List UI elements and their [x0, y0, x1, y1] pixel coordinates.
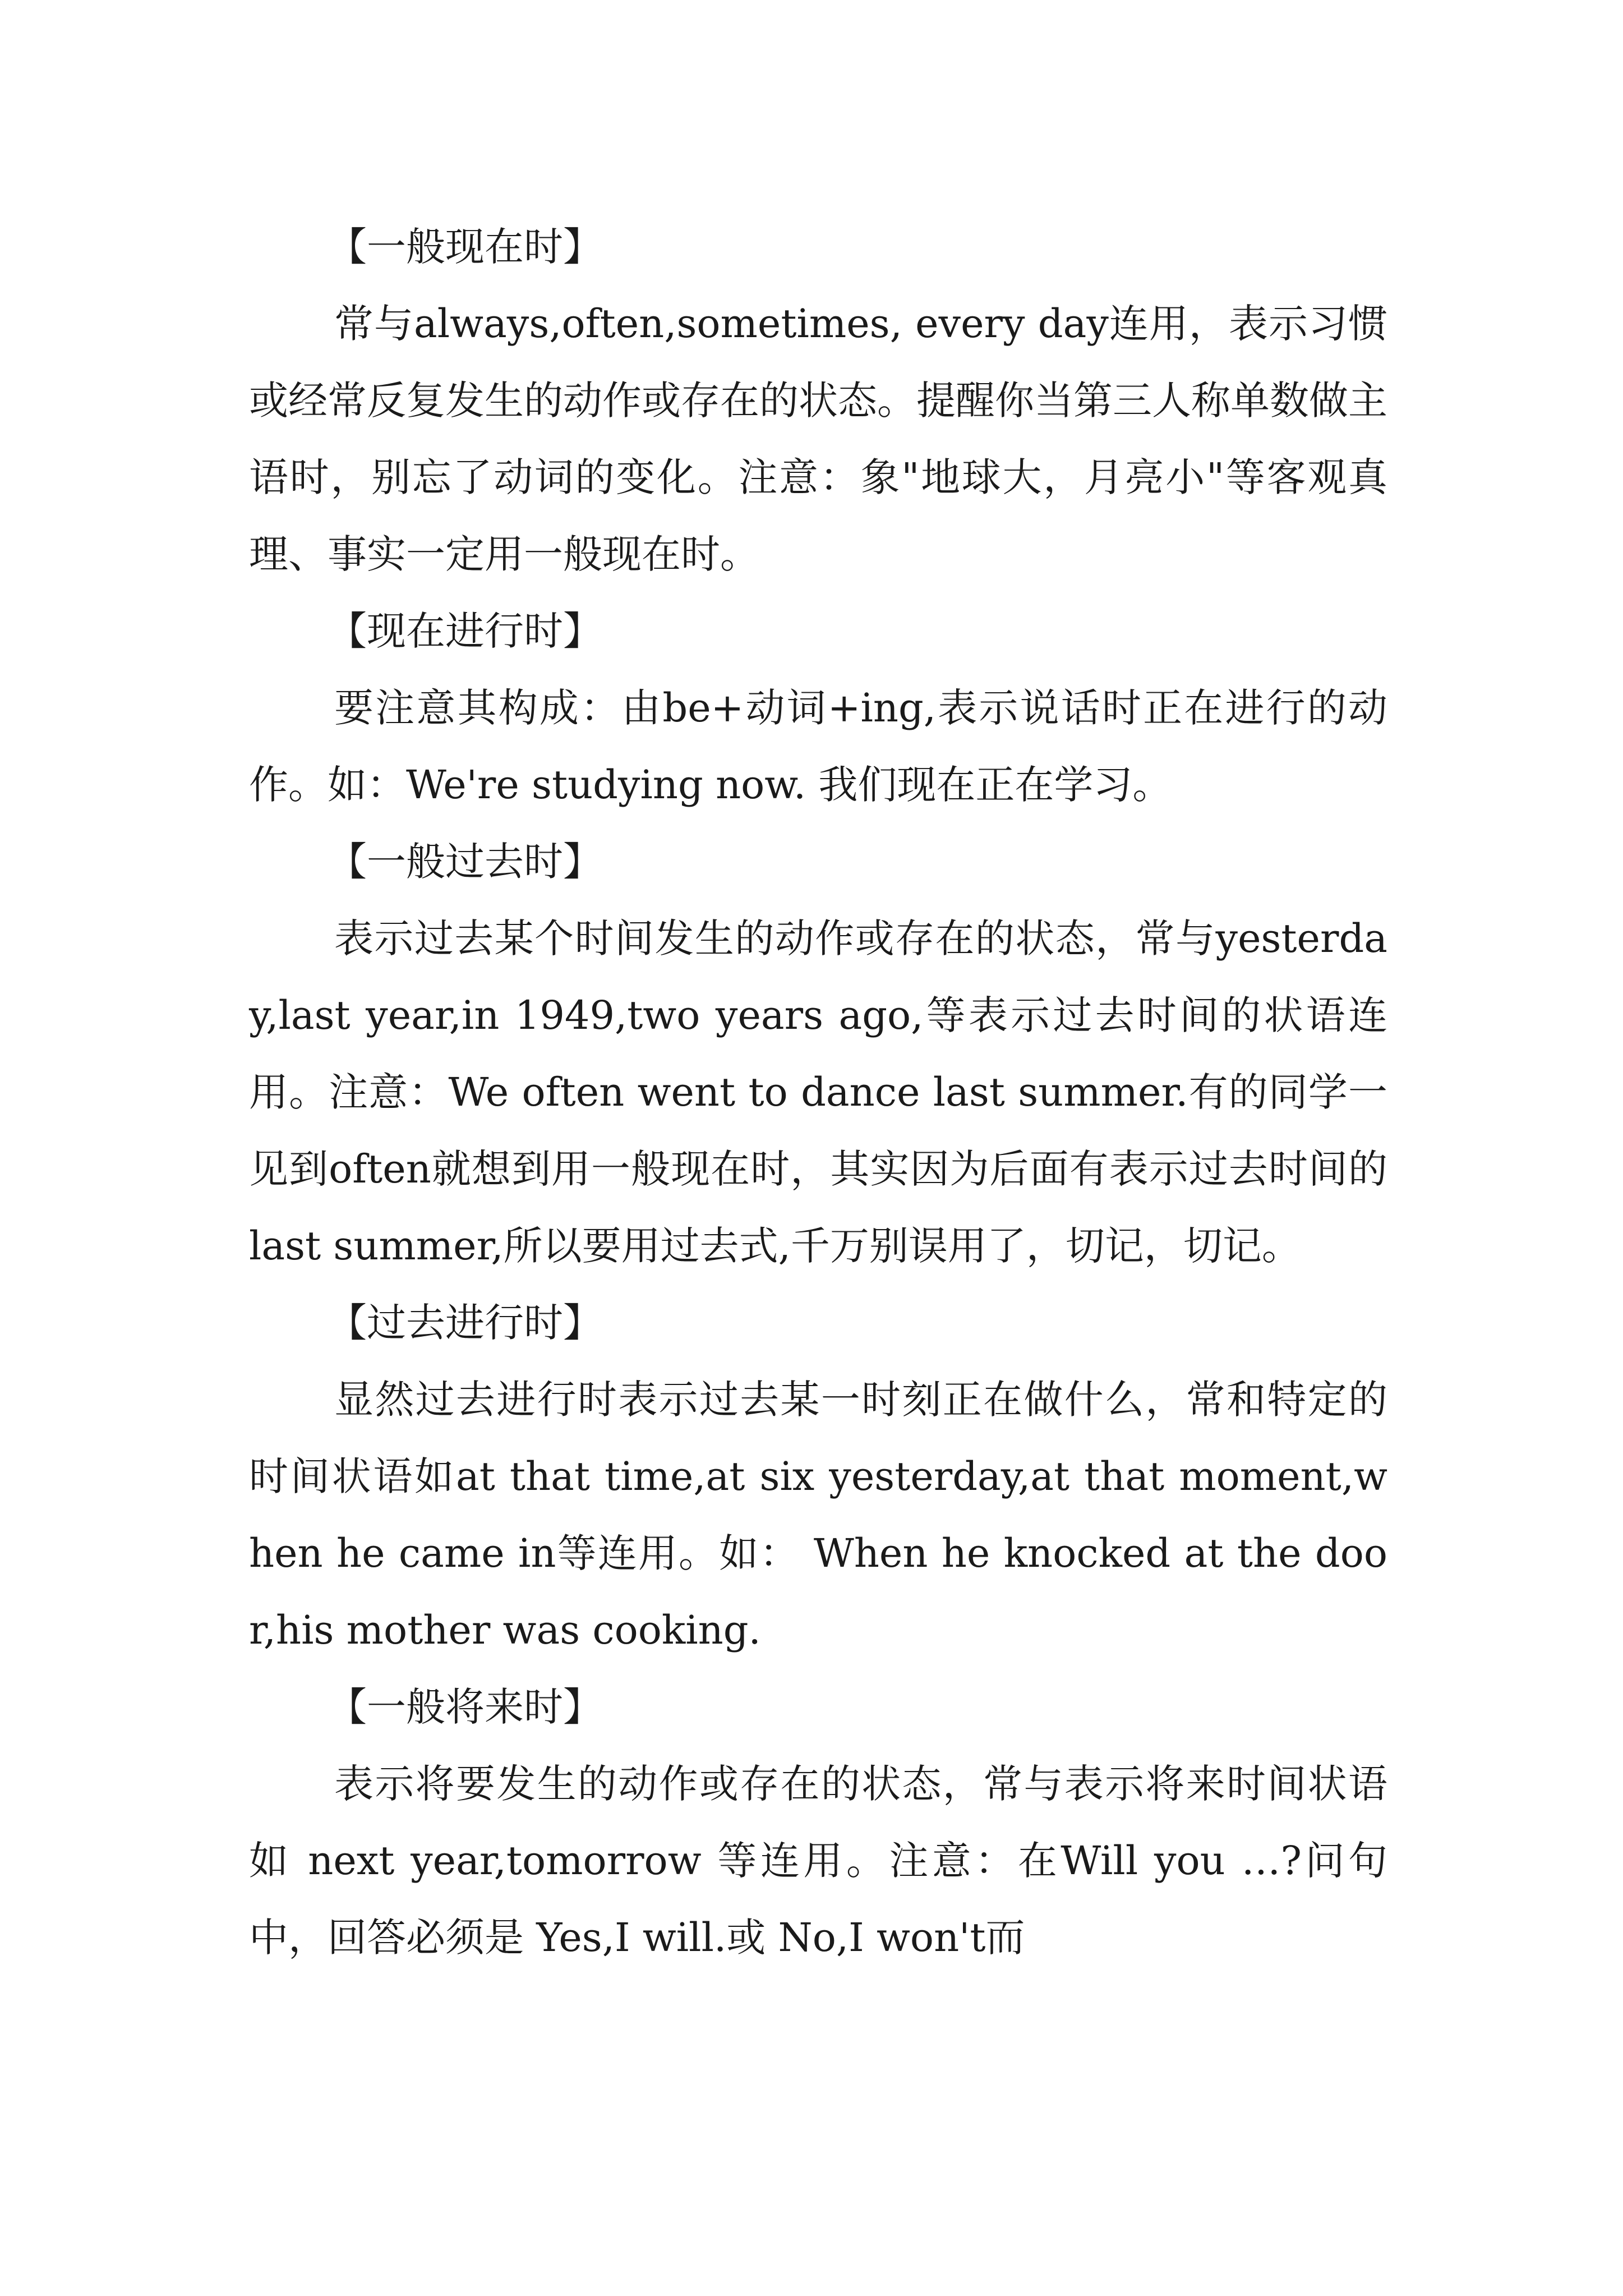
section-heading-past-continuous: 【过去进行时】: [328, 1300, 602, 1346]
section-body-past-continuous: 显然过去进行时表示过去某一时刻正在做什么，常和特定的时间状语如at that time,at six yesterday,at that moment,when he came in等连用。如： When he knocked at the door,his mother was cooking.: [249, 1377, 1387, 1653]
section-body-simple-present: 常与always,often,sometimes, every day连用，表示习惯或经常反复发生的动作或存在的状态。提醒你当第三人称单数做主语时，别忘了动词的变化。注意：象"地球大，月亮小"等客观真理、事实一定用一般现在时。: [249, 301, 1387, 577]
document-body: [249, 209, 1387, 1976]
section-body-simple-past: 表示过去某个时间发生的动作或存在的状态，常与yesterday,last year,in 1949,two years ago,等表示过去时间的状语连用。注意：We often went to dance last summer.有的同学一见到often就想到用一般现在时，其实因为后面有表示过去时间的 last summer,所以要用过去式,千万别误用了，切记，切记。: [249, 915, 1387, 1269]
section-heading-simple-past: 【一般过去时】: [328, 839, 602, 885]
section-heading-simple-future: 【一般将来时】: [328, 1684, 602, 1730]
section-body-simple-future: 表示将要发生的动作或存在的状态，常与表示将来时间状语如 next year,tomorrow 等连用。注意：在Will you …?问句中，回答必须是 Yes,I will.或 No,I won't而: [249, 1761, 1387, 1961]
section-heading-simple-present: 【一般现在时】: [328, 224, 602, 270]
section-body-present-continuous: 要注意其构成：由be+动词+ing,表示说话时正在进行的动作。如：We're studying now. 我们现在正在学习。: [249, 685, 1387, 808]
section-heading-present-continuous: 【现在进行时】: [328, 608, 602, 654]
